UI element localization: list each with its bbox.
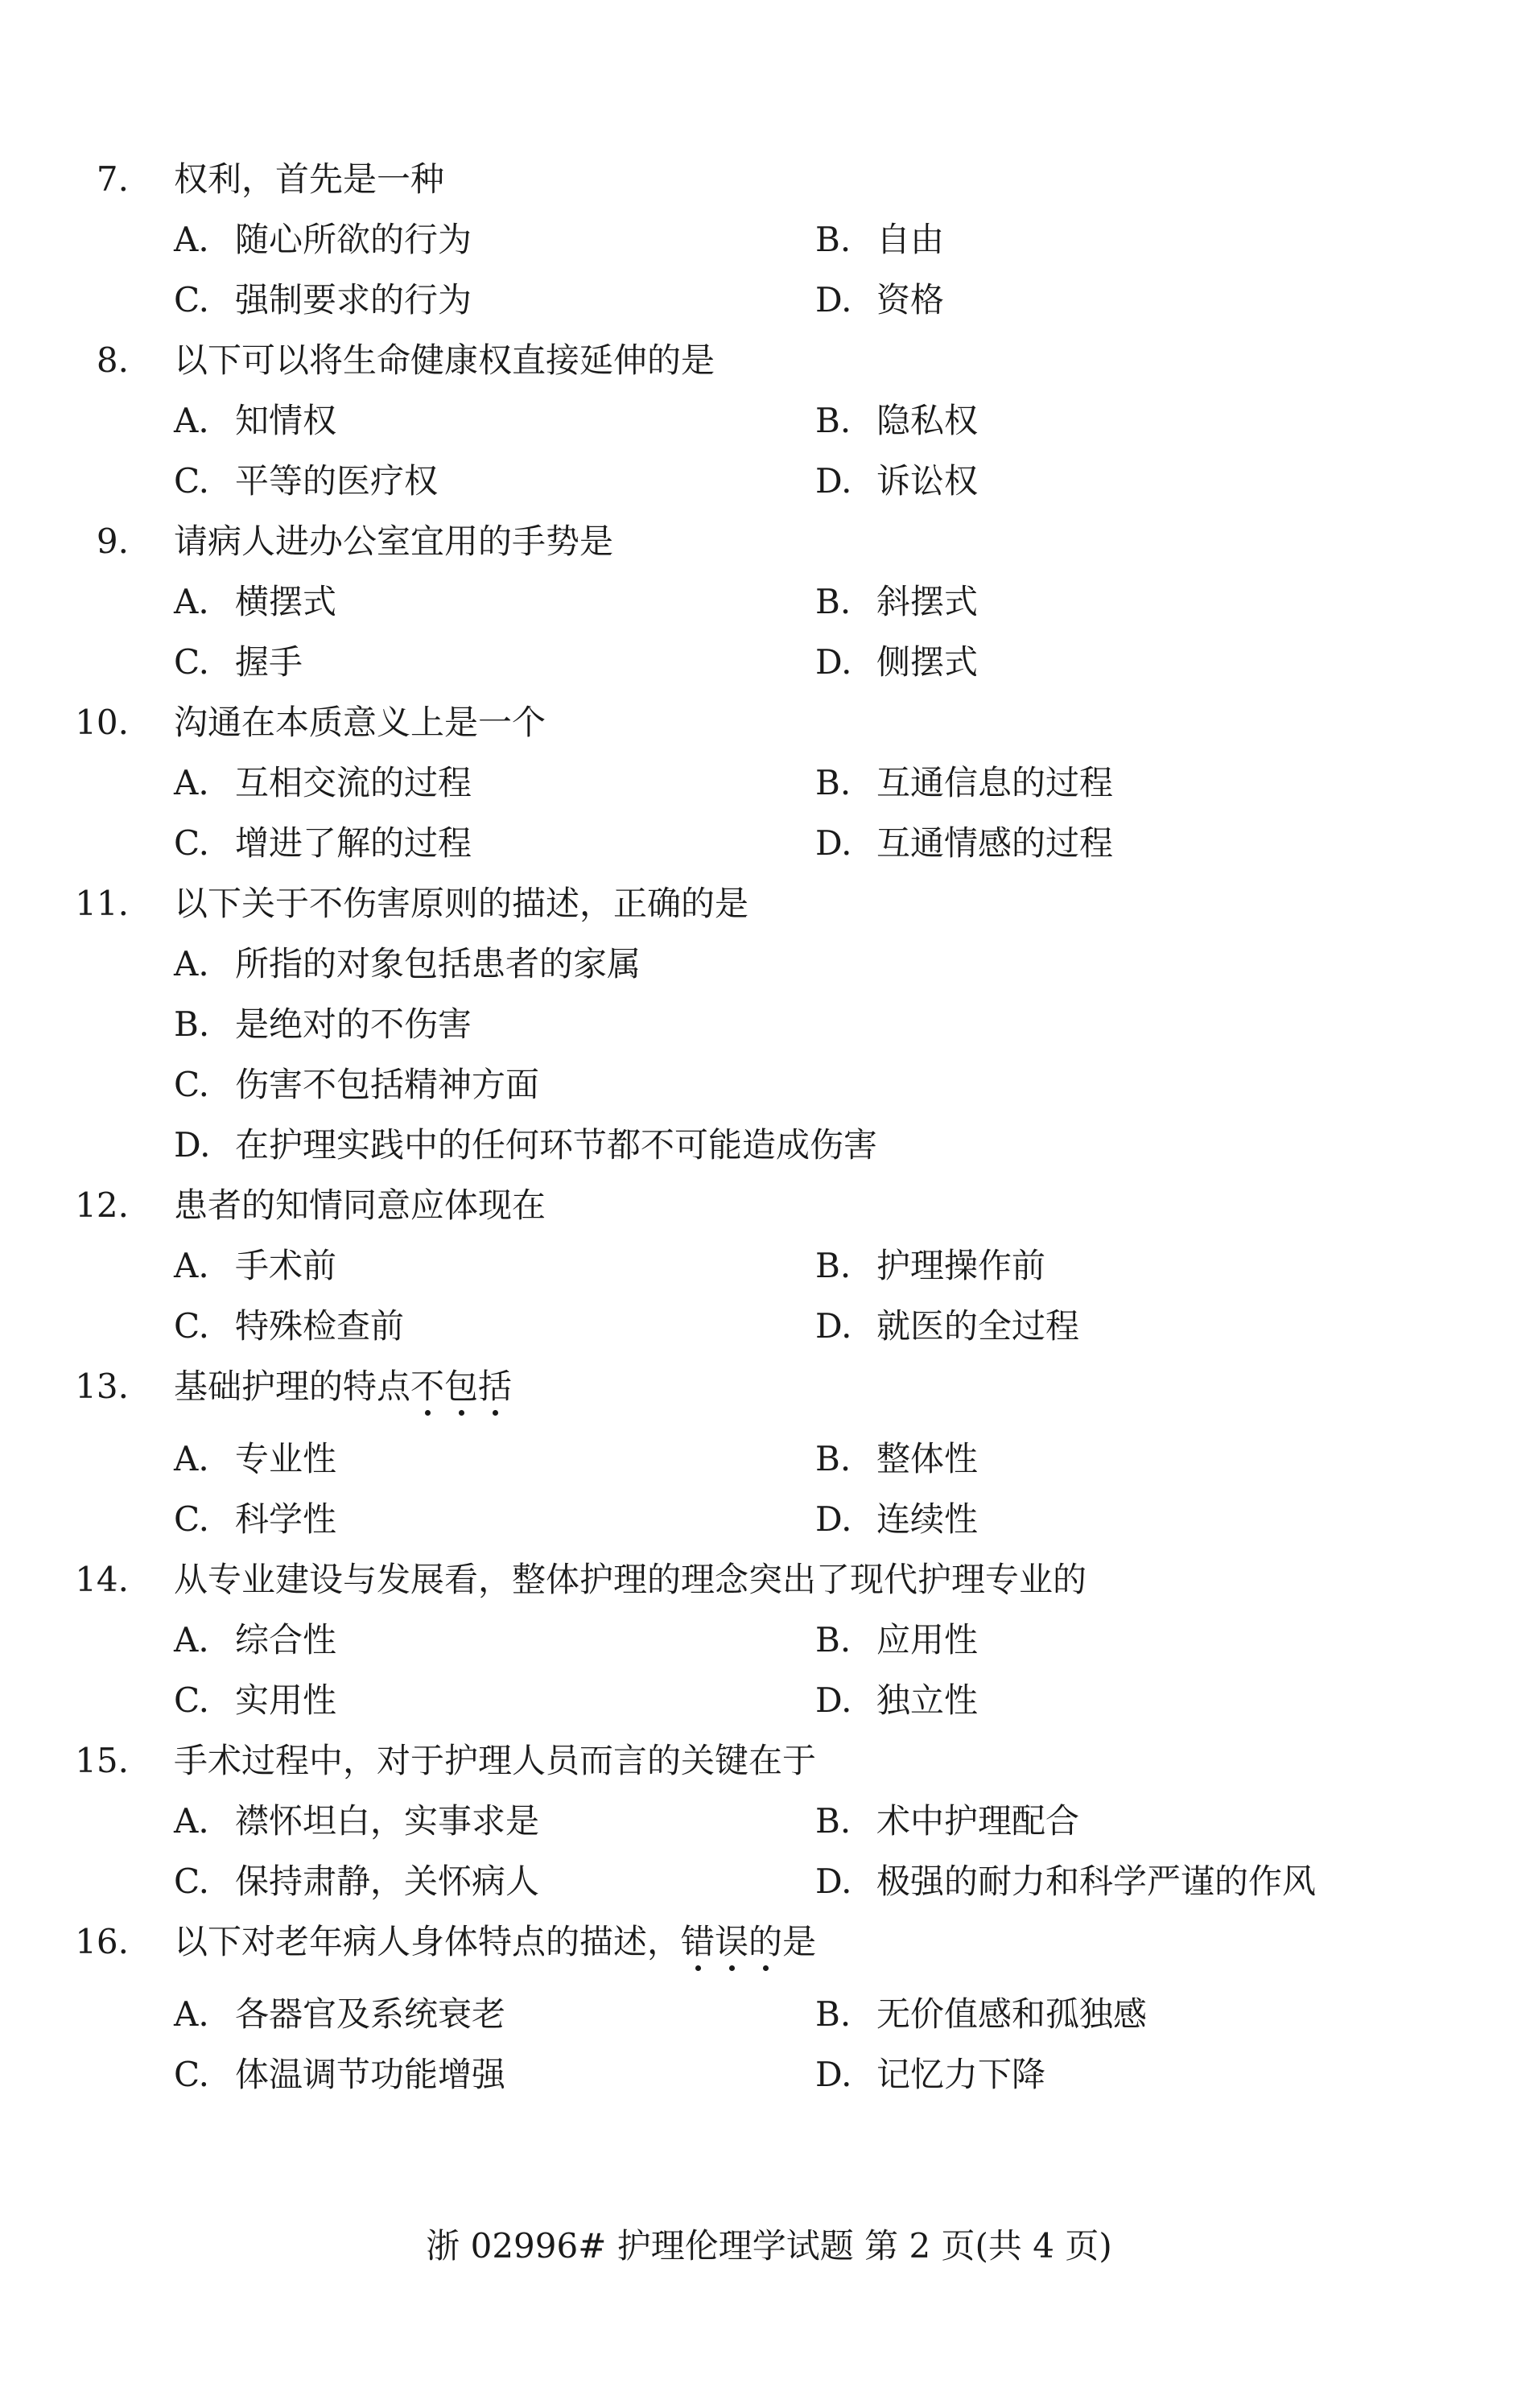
question-text: 手术过程中，对于护理人员而言的关键在于 (174, 1741, 817, 1780)
option-c: C. 保持肃静，关怀病人 (174, 1862, 540, 1901)
option-d: D. 在护理实践中的任何环节都不可能造成伤害 (174, 1125, 878, 1165)
option-d: D. 连续性 (815, 1499, 979, 1539)
option-b: B. 无价值感和孤独感 (815, 1994, 1148, 2034)
question-number: 7. (96, 159, 129, 199)
option-a: A. 随心所欲的行为 (174, 220, 472, 259)
option-b: B. 隐私权 (815, 401, 979, 440)
page-footer: 浙 02996# 护理伦理学试题 第 2 页(共 4 页) (426, 2226, 1112, 2266)
question-text: 请病人进办公室宜用的手势是 (174, 522, 614, 561)
emphasis-text: 错误的 (681, 1922, 783, 1961)
option-d: D. 就医的全过程 (815, 1306, 1080, 1346)
option-a: A. 各器官及系统衰老 (174, 1994, 506, 2034)
option-c: C. 体温调节功能增强 (174, 2055, 506, 2094)
question-text: 权利，首先是一种 (174, 159, 445, 199)
question-number: 8. (96, 340, 129, 380)
option-b: B. 互通信息的过程 (815, 763, 1114, 802)
option-c: C. 强制要求的行为 (174, 280, 472, 320)
question-number: 11. (75, 884, 129, 923)
option-d: D. 侧摆式 (815, 642, 979, 682)
question-text: 以下关于不伤害原则的描述，正确的是 (174, 884, 749, 923)
option-b: B. 护理操作前 (815, 1246, 1046, 1285)
question-text: 患者的知情同意应体现在 (174, 1185, 546, 1225)
option-c: C. 伤害不包括精神方面 (174, 1065, 540, 1104)
option-a: A. 横摆式 (174, 582, 337, 621)
question-text: 从专业建设与发展看，整体护理的理念突出了现代护理专业的 (174, 1560, 1087, 1599)
option-a: A. 互相交流的过程 (174, 763, 472, 802)
option-d: D. 诉讼权 (815, 461, 979, 501)
option-c: C. 增进了解的过程 (174, 823, 472, 863)
option-a: A. 襟怀坦白，实事求是 (174, 1801, 540, 1841)
option-d: D. 资格 (815, 280, 945, 320)
option-d: D. 独立性 (815, 1680, 979, 1720)
option-c: C. 握手 (174, 642, 303, 682)
option-b: B. 是绝对的不伤害 (174, 1004, 472, 1044)
option-b: B. 应用性 (815, 1620, 979, 1660)
question-number: 9. (96, 522, 129, 561)
question-number: 13. (75, 1367, 129, 1406)
option-c: C. 特殊检查前 (174, 1306, 405, 1346)
option-b: B. 术中护理配合 (815, 1801, 1080, 1841)
option-b: B. 自由 (815, 220, 945, 259)
option-a: A. 手术前 (174, 1246, 337, 1285)
option-a: A. 所指的对象包括患者的家属 (174, 944, 641, 983)
question-text: 以下对老年病人身体特点的描述，错误的是 (174, 1922, 817, 1961)
option-d: D. 记忆力下降 (815, 2055, 1046, 2094)
option-a: A. 专业性 (174, 1439, 337, 1478)
option-a: A. 知情权 (174, 401, 337, 440)
emphasis-text: 不包括 (410, 1367, 513, 1406)
option-c: C. 实用性 (174, 1680, 337, 1720)
question-number: 16. (75, 1922, 129, 1961)
question-text: 以下可以将生命健康权直接延伸的是 (174, 340, 715, 380)
question-number: 15. (75, 1741, 129, 1780)
option-c: C. 科学性 (174, 1499, 337, 1539)
option-a: A. 综合性 (174, 1620, 337, 1660)
option-b: B. 整体性 (815, 1439, 979, 1478)
question-text: 基础护理的特点不包括 (174, 1367, 513, 1406)
option-c: C. 平等的医疗权 (174, 461, 439, 501)
option-d: D. 极强的耐力和科学严谨的作风 (815, 1862, 1317, 1901)
question-number: 12. (75, 1185, 129, 1225)
question-number: 14. (75, 1560, 129, 1599)
question-text: 沟通在本质意义上是一个 (174, 703, 546, 742)
option-d: D. 互通情感的过程 (815, 823, 1114, 863)
question-number: 10. (75, 703, 129, 742)
option-b: B. 斜摆式 (815, 582, 979, 621)
